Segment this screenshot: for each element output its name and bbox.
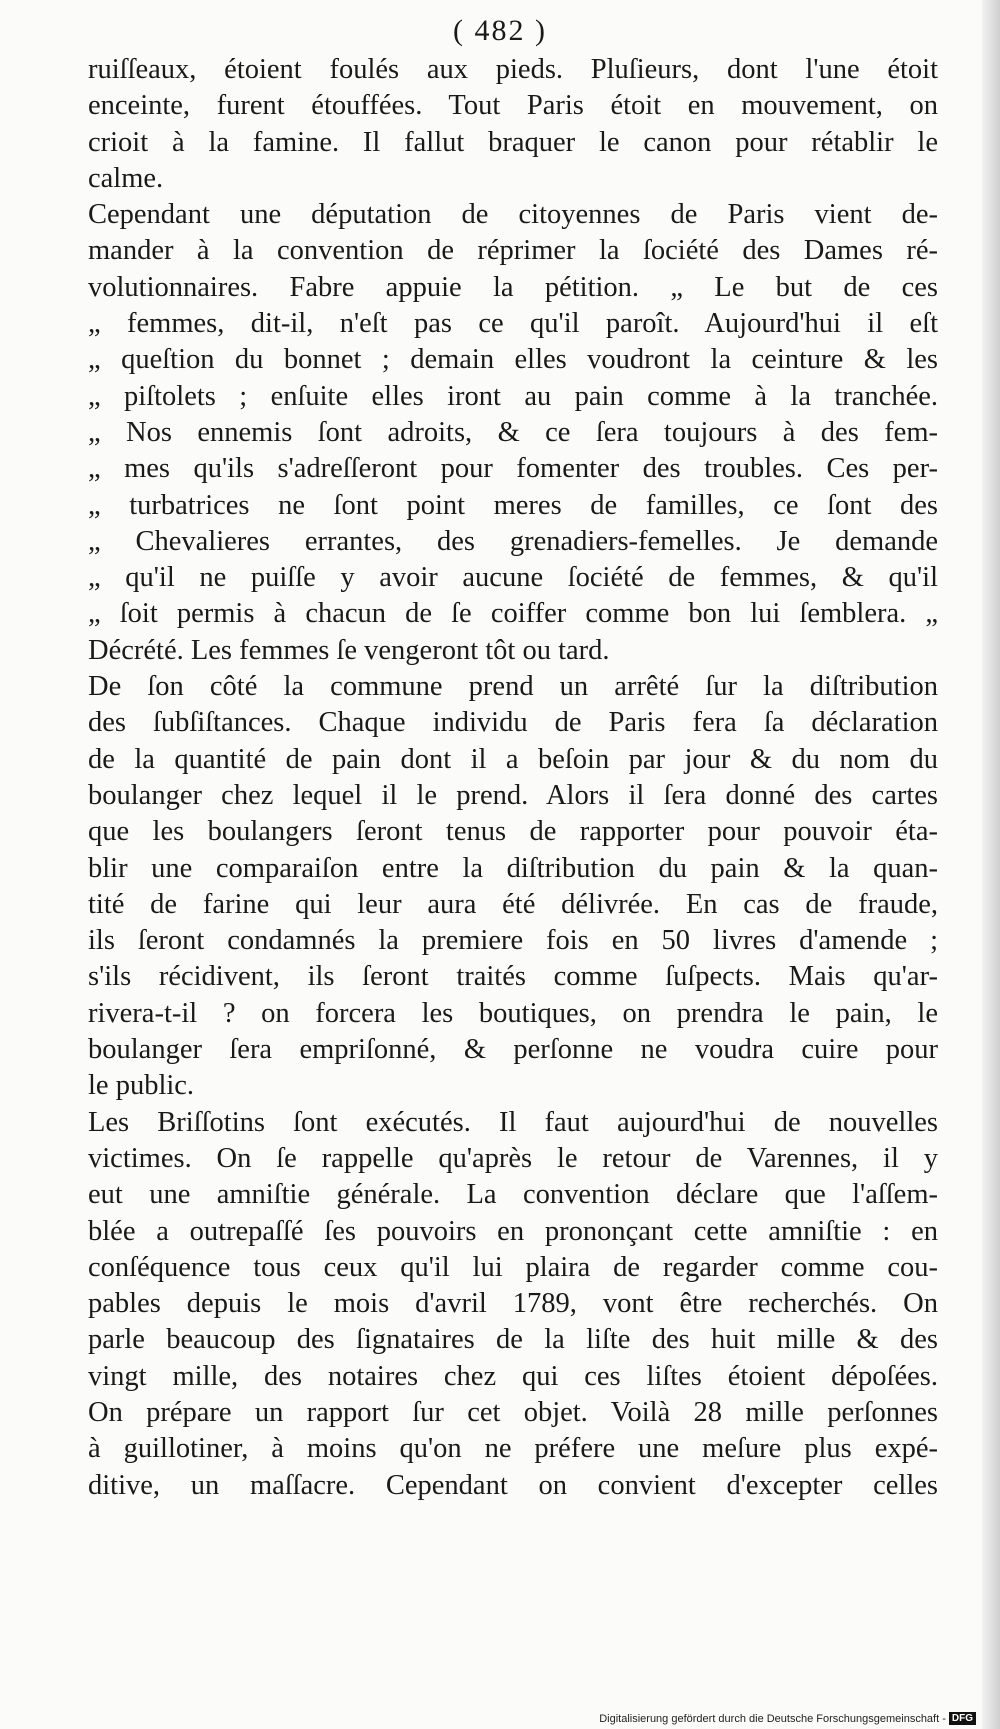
body-text (88, 52, 938, 1504)
text-line: „ Chevalieres errantes, des grenadiers-femelles. Je demande (88, 525, 938, 557)
text-line: volutionnaires. Fabre appuie la pétition. „ Le but de ces (88, 271, 938, 303)
text-line: conſéquence tous ceux qu'il lui plaira de regarder comme cou- (88, 1251, 938, 1283)
text-line: Cependant une députation de citoyennes de Paris vient de- (88, 199, 938, 231)
page-edge-shadow (982, 0, 1000, 1729)
text-line: enceinte, furent étouffées. Tout Paris étoit en mouvement, on (88, 90, 938, 122)
text-line: de la quantité de pain dont il a beſoin par jour & du nom du (88, 743, 938, 775)
text-line: vingt mille, des notaires chez qui ces liſtes étoient dépoſées. (88, 1360, 938, 1392)
text-line: De ſon côté la commune prend un arrêté ſur la diſtribution (88, 671, 938, 703)
text-line: parle beaucoup des ſignataires de la liſte des huit mille & des (88, 1324, 938, 1356)
text-line: Décrété. Les femmes ſe vengeront tôt ou tard. (88, 634, 610, 666)
page-number: ( 482 ) (453, 14, 547, 47)
text-line: ruiſſeaux, étoient foulés aux pieds. Pluſieurs, dont l'une étoit (88, 54, 938, 85)
text-line: „ Nos ennemis ſont adroits, & ce ſera toujours à des fem- (88, 416, 938, 448)
text-line: crioit à la famine. Il fallut braquer le canon pour rétablir le (88, 126, 938, 158)
text-line: „ ſoit permis à chacun de ſe coiffer comme bon lui ſemblera. „ (88, 598, 938, 630)
text-line: „ femmes, dit-il, n'eſt pas ce qu'il paroît. Aujourd'hui il eſt (88, 308, 938, 340)
text-line: à guillotiner, à moins qu'on ne préfere une meſure plus expé- (88, 1433, 938, 1465)
text-line: rivera-t-il ? on forcera les boutiques, on prendra le pain, le (88, 997, 938, 1029)
text-line: Les Briſſotins ſont exécutés. Il faut aujourd'hui de nouvelles (88, 1106, 938, 1138)
text-line: eut une amniſtie générale. La convention déclare que l'aſſem- (88, 1179, 938, 1211)
text-line: „ qu'il ne puiſſe y avoir aucune ſociété de femmes, & qu'il (88, 562, 938, 594)
digitization-footer (599, 1712, 976, 1725)
dfg-logo: DFG (949, 1712, 976, 1725)
text-line: ils ſeront condamnés la premiere fois en 50 livres d'amende ; (88, 925, 938, 957)
text-line: pables depuis le mois d'avril 1789, vont être recherchés. On (88, 1288, 938, 1320)
text-line: On prépare un rapport ſur cet objet. Voilà 28 mille perſonnes (88, 1396, 938, 1428)
text-line: „ turbatrices ne ſont point meres de familles, ce ſont des (88, 489, 938, 521)
text-line: „ queſtion du bonnet ; demain elles voudront la ceinture & les (88, 344, 938, 376)
text-line: blir une comparaiſon entre la diſtribution du pain & la quan- (88, 852, 938, 884)
text-line: s'ils récidivent, ils ſeront traités comme ſuſpects. Mais qu'ar- (88, 961, 938, 993)
text-line: „ mes qu'ils s'adreſſeront pour fomenter des troubles. Ces per- (88, 453, 938, 485)
text-line: tité de farine qui leur aura été délivrée. En cas de fraude, (88, 888, 938, 920)
text-line: victimes. On ſe rappelle qu'après le retour de Varennes, il y (88, 1142, 938, 1174)
text-line: que les boulangers ſeront tenus de rapporter pour pouvoir éta- (88, 816, 938, 848)
text-line: boulanger ſera empriſonné, & perſonne ne voudra cuire pour (88, 1034, 938, 1066)
text-line: mander à la convention de réprimer la ſociété des Dames ré- (88, 235, 938, 267)
text-line: ditive, un maſſacre. Cependant on convient d'excepter celles (88, 1469, 938, 1501)
text-line: „ piſtolets ; enſuite elles iront au pain comme à la tranchée. (88, 380, 938, 412)
text-line: des ſubſiſtances. Chaque individu de Paris fera ſa déclaration (88, 707, 938, 739)
text-line: calme. (88, 162, 164, 194)
text-line: boulanger chez lequel il le prend. Alors il ſera donné des cartes (88, 779, 938, 811)
text-line: blée a outrepaſſé ſes pouvoirs en prononçant cette amniſtie : en (88, 1215, 938, 1247)
text-line: le public. (88, 1070, 195, 1102)
footer-text: Digitalisierung gefördert durch die Deutsche Forschungsgemeinschaft - (599, 1712, 946, 1725)
